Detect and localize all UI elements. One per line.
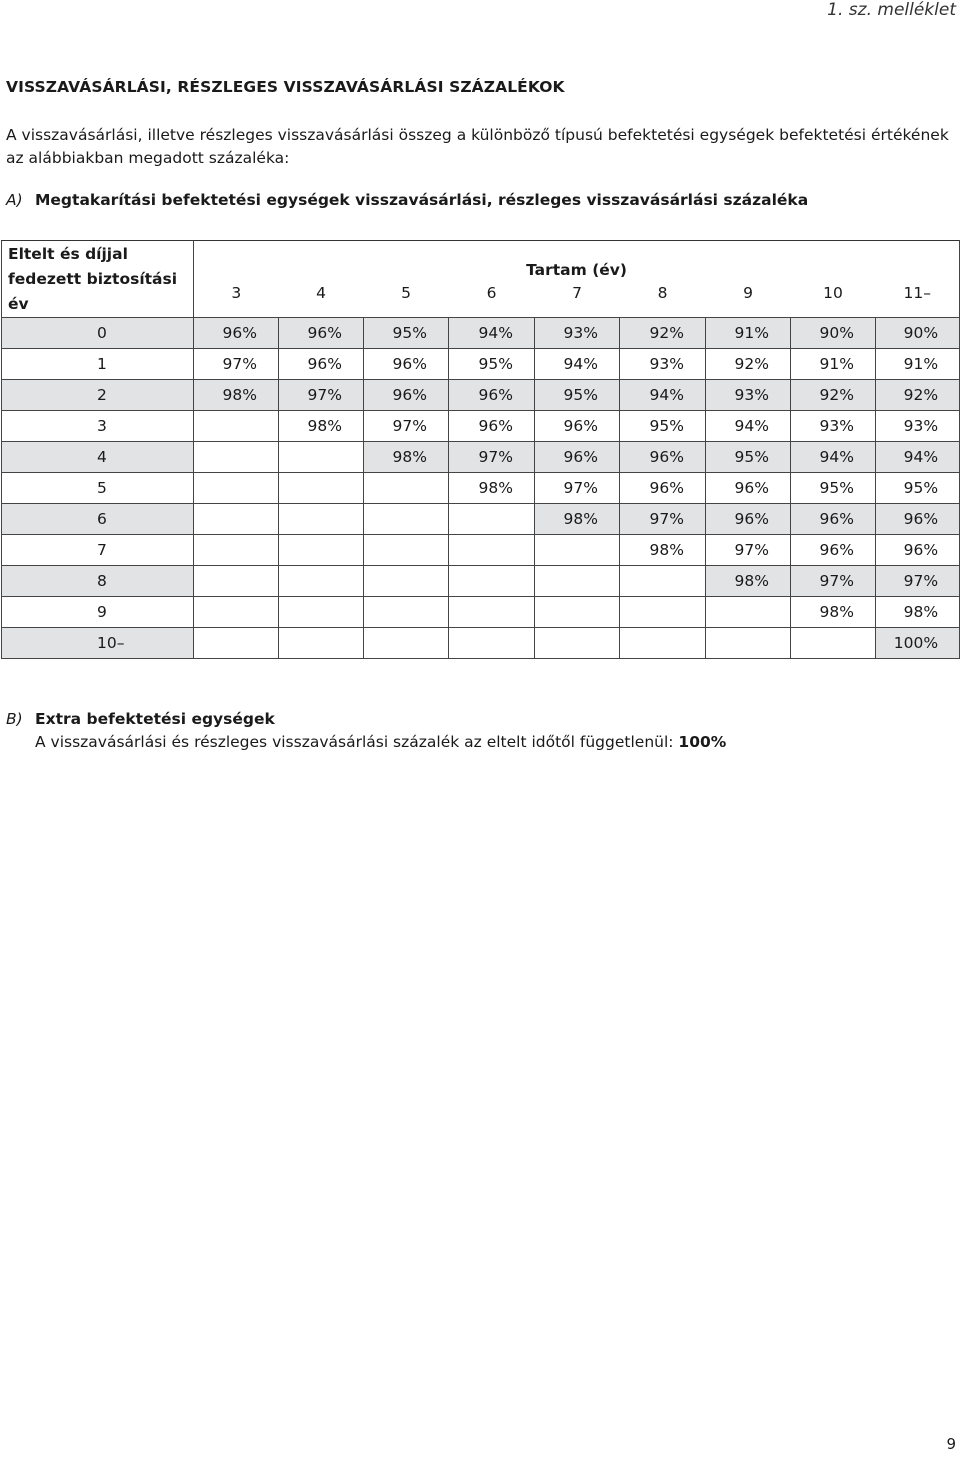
- percentage-cell: 96%: [535, 411, 620, 442]
- percentage-cell: [194, 535, 279, 566]
- percentage-cell: 98%: [706, 566, 791, 597]
- duration-header-cell: 11–: [876, 282, 960, 318]
- duration-header-cell: 7: [535, 282, 620, 318]
- percentage-cell: 95%: [449, 349, 535, 380]
- percentage-cell: 95%: [364, 318, 449, 349]
- intro-paragraph: A visszavásárlási, illetve részleges visszavásárlási összeg a különböző típusú befektetési egységek befektetési értékének az alábbiakban megadott százaléka:: [6, 126, 949, 167]
- section-a-heading: [6, 191, 808, 209]
- percentage-cell: 97%: [535, 473, 620, 504]
- percentage-cell: 94%: [876, 442, 960, 473]
- percentage-cell: 93%: [620, 349, 706, 380]
- section-b-value: 100%: [678, 733, 727, 751]
- percentage-cell: [364, 504, 449, 535]
- percentage-cell: [194, 628, 279, 659]
- table-row: [2, 597, 960, 628]
- percentage-cell: 92%: [791, 380, 876, 411]
- percentage-cell: [535, 628, 620, 659]
- percentage-cell: [194, 566, 279, 597]
- percentage-cell: [364, 566, 449, 597]
- percentage-cell: 97%: [364, 411, 449, 442]
- annex-label: 1. sz. melléklet: [827, 0, 956, 20]
- percentage-cell: 95%: [620, 411, 706, 442]
- percentage-cell: 97%: [620, 504, 706, 535]
- percentage-cell: [620, 566, 706, 597]
- duration-header-cell: 8: [620, 282, 706, 318]
- percentage-cell: 96%: [279, 318, 364, 349]
- percentage-cell: 95%: [791, 473, 876, 504]
- year-cell: 1: [2, 349, 194, 380]
- percentage-cell: [279, 628, 364, 659]
- percentage-cell: 96%: [620, 442, 706, 473]
- column-group-header: Tartam (év): [194, 241, 960, 283]
- table-row: [2, 628, 960, 659]
- percentage-cell: 91%: [791, 349, 876, 380]
- percentage-cell: 97%: [279, 380, 364, 411]
- percentage-cell: [279, 473, 364, 504]
- percentage-cell: [279, 597, 364, 628]
- percentage-cell: [449, 597, 535, 628]
- percentage-cell: 98%: [194, 380, 279, 411]
- percentage-cell: [620, 628, 706, 659]
- table-row: [2, 411, 960, 442]
- percentage-cell: [535, 566, 620, 597]
- percentage-cell: 96%: [449, 380, 535, 411]
- percentage-cell: 97%: [194, 349, 279, 380]
- percentage-cell: 96%: [194, 318, 279, 349]
- percentage-cell: 97%: [706, 535, 791, 566]
- percentage-cell: [449, 504, 535, 535]
- percentage-cell: 91%: [706, 318, 791, 349]
- percentage-cell: [364, 628, 449, 659]
- section-a-letter: A): [6, 191, 23, 209]
- percentage-cell: 90%: [791, 318, 876, 349]
- percentage-cell: 95%: [876, 473, 960, 504]
- duration-header-cell: 6: [449, 282, 535, 318]
- percentage-cell: [535, 597, 620, 628]
- duration-header-cell: 4: [279, 282, 364, 318]
- percentage-cell: 94%: [620, 380, 706, 411]
- row-header-cell: Eltelt és díjjal fedezett biztosítási év: [2, 241, 194, 318]
- table-row: [2, 504, 960, 535]
- percentage-cell: [706, 628, 791, 659]
- section-b-title: Extra befektetési egységek: [35, 710, 275, 728]
- percentage-cell: 93%: [791, 411, 876, 442]
- percentage-cell: [449, 535, 535, 566]
- percentage-cell: 92%: [876, 380, 960, 411]
- percentage-cell: 98%: [791, 597, 876, 628]
- percentage-cell: 97%: [876, 566, 960, 597]
- percentage-cell: 96%: [364, 349, 449, 380]
- percentage-cell: [279, 504, 364, 535]
- percentage-cell: 98%: [364, 442, 449, 473]
- percentage-cell: 96%: [620, 473, 706, 504]
- percentage-cell: 96%: [876, 504, 960, 535]
- table-row: [2, 380, 960, 411]
- percentage-cell: 91%: [876, 349, 960, 380]
- percentage-cell: 98%: [449, 473, 535, 504]
- table-row: [2, 349, 960, 380]
- percentage-cell: 94%: [535, 349, 620, 380]
- section-b-letter: B): [6, 710, 23, 728]
- percentage-cell: [194, 411, 279, 442]
- page-number: 9: [946, 1435, 956, 1453]
- table-row: [2, 473, 960, 504]
- percentage-cell: 93%: [706, 380, 791, 411]
- duration-header-cell: 10: [791, 282, 876, 318]
- duration-header-cell: 9: [706, 282, 791, 318]
- percentage-cell: 93%: [535, 318, 620, 349]
- year-cell: 9: [2, 597, 194, 628]
- percentage-cell: [194, 597, 279, 628]
- surrender-percentage-table: [1, 240, 960, 659]
- year-cell: 8: [2, 566, 194, 597]
- percentage-cell: [620, 597, 706, 628]
- percentage-cell: 96%: [791, 504, 876, 535]
- percentage-cell: 96%: [279, 349, 364, 380]
- year-cell: 3: [2, 411, 194, 442]
- percentage-cell: 96%: [876, 535, 960, 566]
- percentage-cell: [279, 566, 364, 597]
- percentage-cell: 90%: [876, 318, 960, 349]
- table-row: [2, 566, 960, 597]
- percentage-cell: [194, 504, 279, 535]
- duration-header-cell: 3: [194, 282, 279, 318]
- percentage-cell: [194, 473, 279, 504]
- percentage-cell: 94%: [706, 411, 791, 442]
- section-b-text: A visszavásárlási és részleges visszavásárlási százalék az eltelt időtől függetlenül:: [35, 733, 679, 751]
- year-cell: 0: [2, 318, 194, 349]
- year-cell: 4: [2, 442, 194, 473]
- table-row: [2, 318, 960, 349]
- percentage-cell: 97%: [449, 442, 535, 473]
- percentage-cell: [364, 597, 449, 628]
- percentage-cell: [791, 628, 876, 659]
- duration-header-cell: 5: [364, 282, 449, 318]
- year-cell: 7: [2, 535, 194, 566]
- percentage-cell: 94%: [449, 318, 535, 349]
- percentage-cell: 92%: [706, 349, 791, 380]
- table-row: [2, 535, 960, 566]
- section-a-title: Megtakarítási befektetési egységek visszavásárlási, részleges visszavásárlási százaléka: [35, 191, 809, 209]
- percentage-cell: 96%: [706, 504, 791, 535]
- year-cell: 10–: [2, 628, 194, 659]
- percentage-cell: 95%: [706, 442, 791, 473]
- percentage-cell: 100%: [876, 628, 960, 659]
- percentage-cell: [449, 566, 535, 597]
- percentage-cell: 96%: [449, 411, 535, 442]
- percentage-cell: 96%: [535, 442, 620, 473]
- percentage-cell: 93%: [876, 411, 960, 442]
- percentage-cell: 98%: [279, 411, 364, 442]
- year-cell: 6: [2, 504, 194, 535]
- percentage-cell: [364, 473, 449, 504]
- year-cell: 5: [2, 473, 194, 504]
- percentage-cell: [364, 535, 449, 566]
- percentage-cell: 96%: [791, 535, 876, 566]
- percentage-cell: 96%: [364, 380, 449, 411]
- percentage-cell: [279, 535, 364, 566]
- percentage-cell: 96%: [706, 473, 791, 504]
- percentage-cell: [279, 442, 364, 473]
- percentage-cell: 94%: [791, 442, 876, 473]
- percentage-cell: [449, 628, 535, 659]
- percentage-cell: 98%: [535, 504, 620, 535]
- percentage-cell: 92%: [620, 318, 706, 349]
- section-b: [6, 710, 726, 756]
- percentage-cell: [706, 597, 791, 628]
- percentage-cell: 98%: [620, 535, 706, 566]
- percentage-cell: 98%: [876, 597, 960, 628]
- percentage-cell: 97%: [791, 566, 876, 597]
- percentage-cell: [194, 442, 279, 473]
- year-cell: 2: [2, 380, 194, 411]
- percentage-cell: 95%: [535, 380, 620, 411]
- page-title: VISSZAVÁSÁRLÁSI, RÉSZLEGES VISSZAVÁSÁRLÁSI SZÁZALÉKOK: [6, 78, 565, 96]
- table-row: [2, 442, 960, 473]
- table-body: [2, 318, 960, 659]
- percentage-cell: [535, 535, 620, 566]
